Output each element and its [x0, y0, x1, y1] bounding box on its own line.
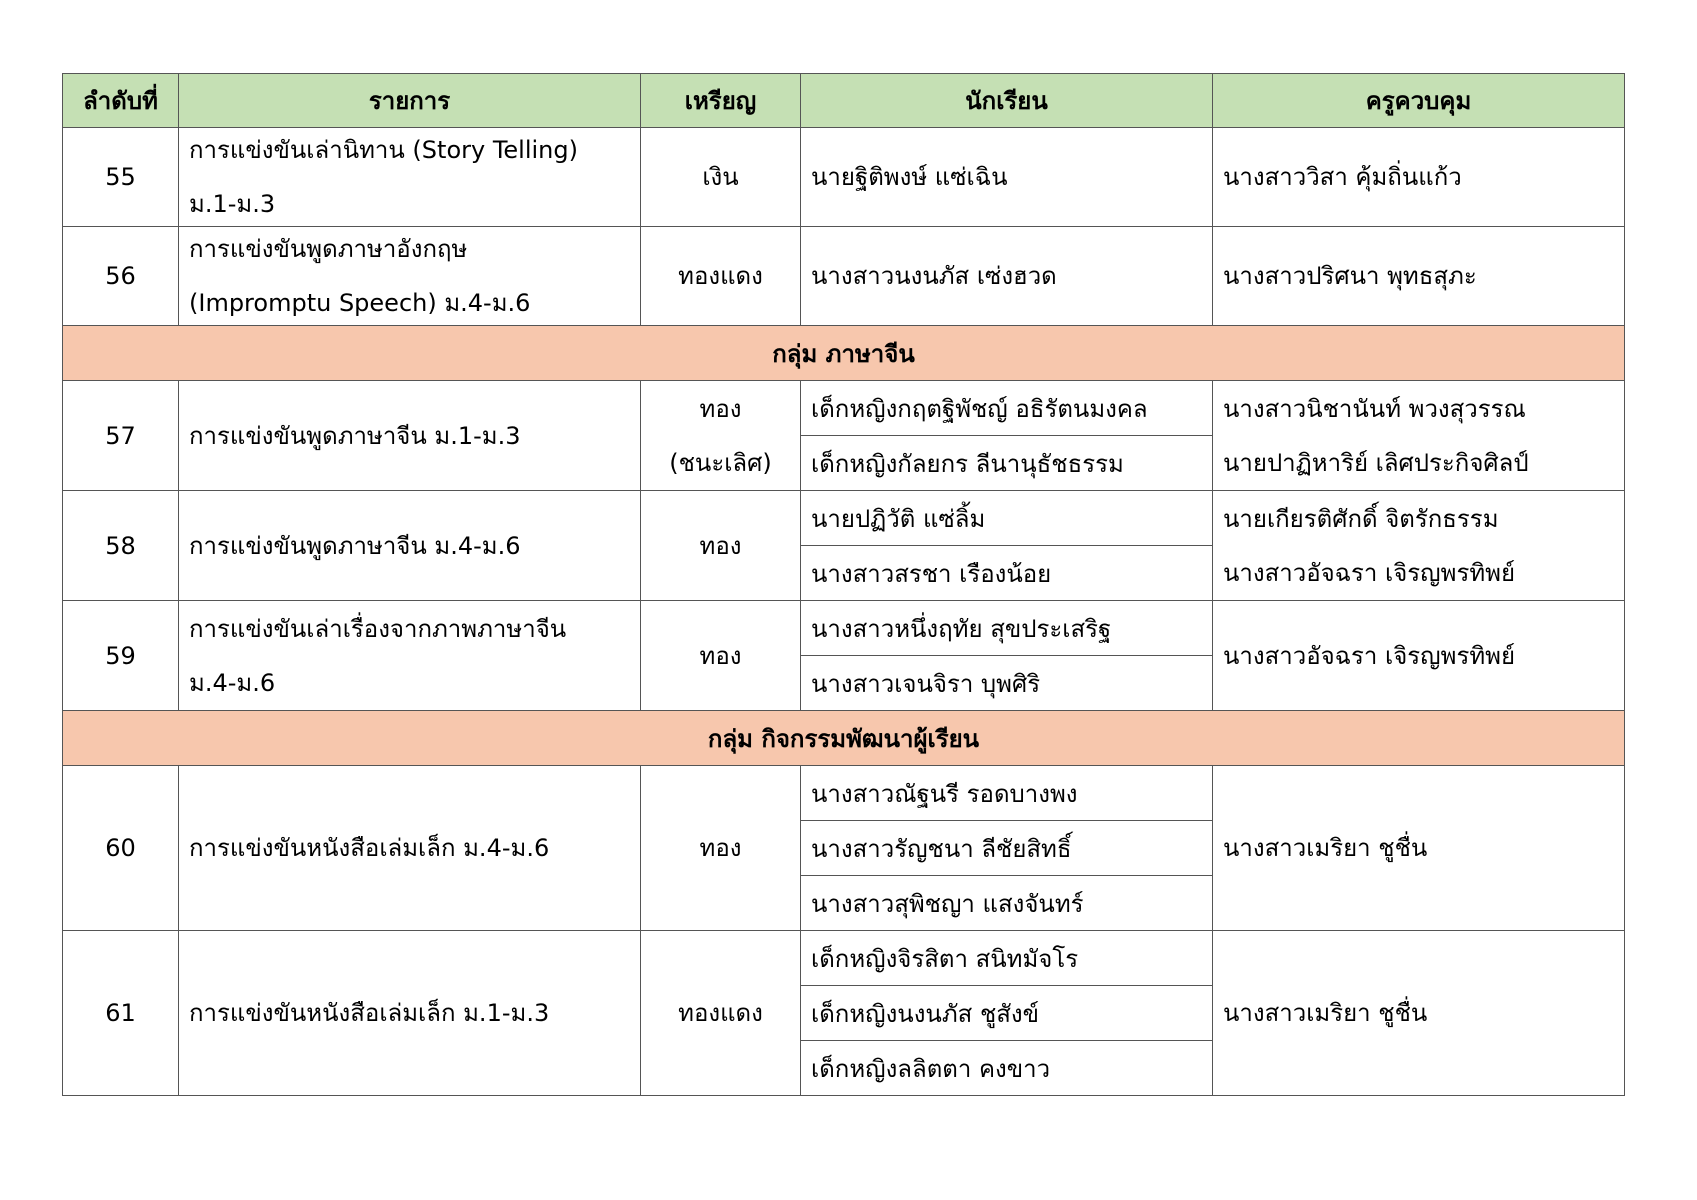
header-student: นักเรียน — [801, 74, 1213, 128]
row-medal: ทอง (ชนะเลิศ) — [641, 381, 801, 491]
item-line: (Impromptu Speech) ม.4-ม.6 — [189, 289, 531, 317]
row-medal: ทองแดง — [641, 227, 801, 326]
row-student: นางสาวเจนจิรา บุพศิริ — [801, 656, 1213, 711]
row-student: เด็กหญิงนงนภัส ชูสังข์ — [801, 986, 1213, 1041]
row-item — [179, 128, 641, 227]
header-row — [63, 74, 1625, 128]
row-student: เด็กหญิงจิรสิตา สนิทมัจโร — [801, 931, 1213, 986]
row-item: การแข่งขันเล่าเรื่องจากภาพภาษาจีน ม.4-ม.6 — [179, 601, 641, 711]
row-teacher: นางสาวนิชานันท์ พวงสุวรรณ นายปาฏิหาริย์ เลิศประกิจศิลป์ — [1213, 381, 1625, 491]
row-teacher: นางสาวเมริยา ชูชื่น — [1213, 766, 1625, 931]
row-no: 57 — [63, 381, 179, 491]
row-student: นางสาวสรชา เรืองน้อย — [801, 546, 1213, 601]
row-student: นางสาวรัญชนา ลีชัยสิทธิ์ — [801, 821, 1213, 876]
table-row — [63, 931, 1625, 986]
awards-table — [62, 73, 1625, 1096]
row-student: นางสาวหนึ่งฤทัย สุขประเสริฐ — [801, 601, 1213, 656]
row-student: นายปฏิวัติ แซ่ลิ้ม — [801, 491, 1213, 546]
row-item: การแข่งขันหนังสือเล่มเล็ก ม.4-ม.6 — [179, 766, 641, 931]
row-student: นายฐิติพงษ์ แซ่เฉิน — [801, 128, 1213, 227]
group-header-chinese — [63, 326, 1625, 381]
group-title: กลุ่ม กิจกรรมพัฒนาผู้เรียน — [63, 711, 1625, 766]
table-row — [63, 128, 1625, 227]
header-no: ลำดับที่ — [63, 74, 179, 128]
table-row — [63, 766, 1625, 821]
header-item: รายการ — [179, 74, 641, 128]
row-item — [179, 227, 641, 326]
row-no: 55 — [63, 128, 179, 227]
row-teacher: นางสาวอัจฉรา เจิรญพรทิพย์ — [1213, 601, 1625, 711]
row-no: 58 — [63, 491, 179, 601]
row-teacher: นางสาววิสา คุ้มถิ่นแก้ว — [1213, 128, 1625, 227]
row-student: เด็กหญิงลลิตตา คงขาว — [801, 1041, 1213, 1096]
item-line: การแข่งขันพูดภาษาอังกฤษ — [189, 235, 468, 263]
row-medal: ทอง — [641, 601, 801, 711]
row-student: นางสาวนงนภัส เซ่งฮวด — [801, 227, 1213, 326]
table-row — [63, 601, 1625, 656]
row-no: 59 — [63, 601, 179, 711]
row-item: การแข่งขันพูดภาษาจีน ม.4-ม.6 — [179, 491, 641, 601]
row-student: นางสาวณัฐนรี รอดบางพง — [801, 766, 1213, 821]
row-medal: ทอง — [641, 491, 801, 601]
row-teacher: นายเกียรติศักดิ์ จิตรักธรรม นางสาวอัจฉรา เจิรญพรทิพย์ — [1213, 491, 1625, 601]
group-header-activity — [63, 711, 1625, 766]
row-medal: ทอง — [641, 766, 801, 931]
row-no: 60 — [63, 766, 179, 931]
row-item: การแข่งขันพูดภาษาจีน ม.1-ม.3 — [179, 381, 641, 491]
row-item: การแข่งขันหนังสือเล่มเล็ก ม.1-ม.3 — [179, 931, 641, 1096]
row-student: เด็กหญิงกัลยกร ลีนานุธัชธรรม — [801, 436, 1213, 491]
table-row — [63, 491, 1625, 546]
row-student: เด็กหญิงกฤตฐิพัชญ์ อธิรัตนมงคล — [801, 381, 1213, 436]
item-line: ม.1-ม.3 — [189, 190, 276, 218]
header-teacher: ครูควบคุม — [1213, 74, 1625, 128]
item-line: การแข่งขันเล่านิทาน (Story Telling) — [189, 136, 578, 164]
row-no: 56 — [63, 227, 179, 326]
table-row — [63, 381, 1625, 436]
table-row — [63, 227, 1625, 326]
row-medal: ทองแดง — [641, 931, 801, 1096]
row-teacher: นางสาวปริศนา พุทธสุภะ — [1213, 227, 1625, 326]
header-medal: เหรียญ — [641, 74, 801, 128]
row-teacher: นางสาวเมริยา ชูชื่น — [1213, 931, 1625, 1096]
row-no: 61 — [63, 931, 179, 1096]
group-title: กลุ่ม ภาษาจีน — [63, 326, 1625, 381]
row-student: นางสาวสุพิชญา แสงจันทร์ — [801, 876, 1213, 931]
row-medal: เงิน — [641, 128, 801, 227]
